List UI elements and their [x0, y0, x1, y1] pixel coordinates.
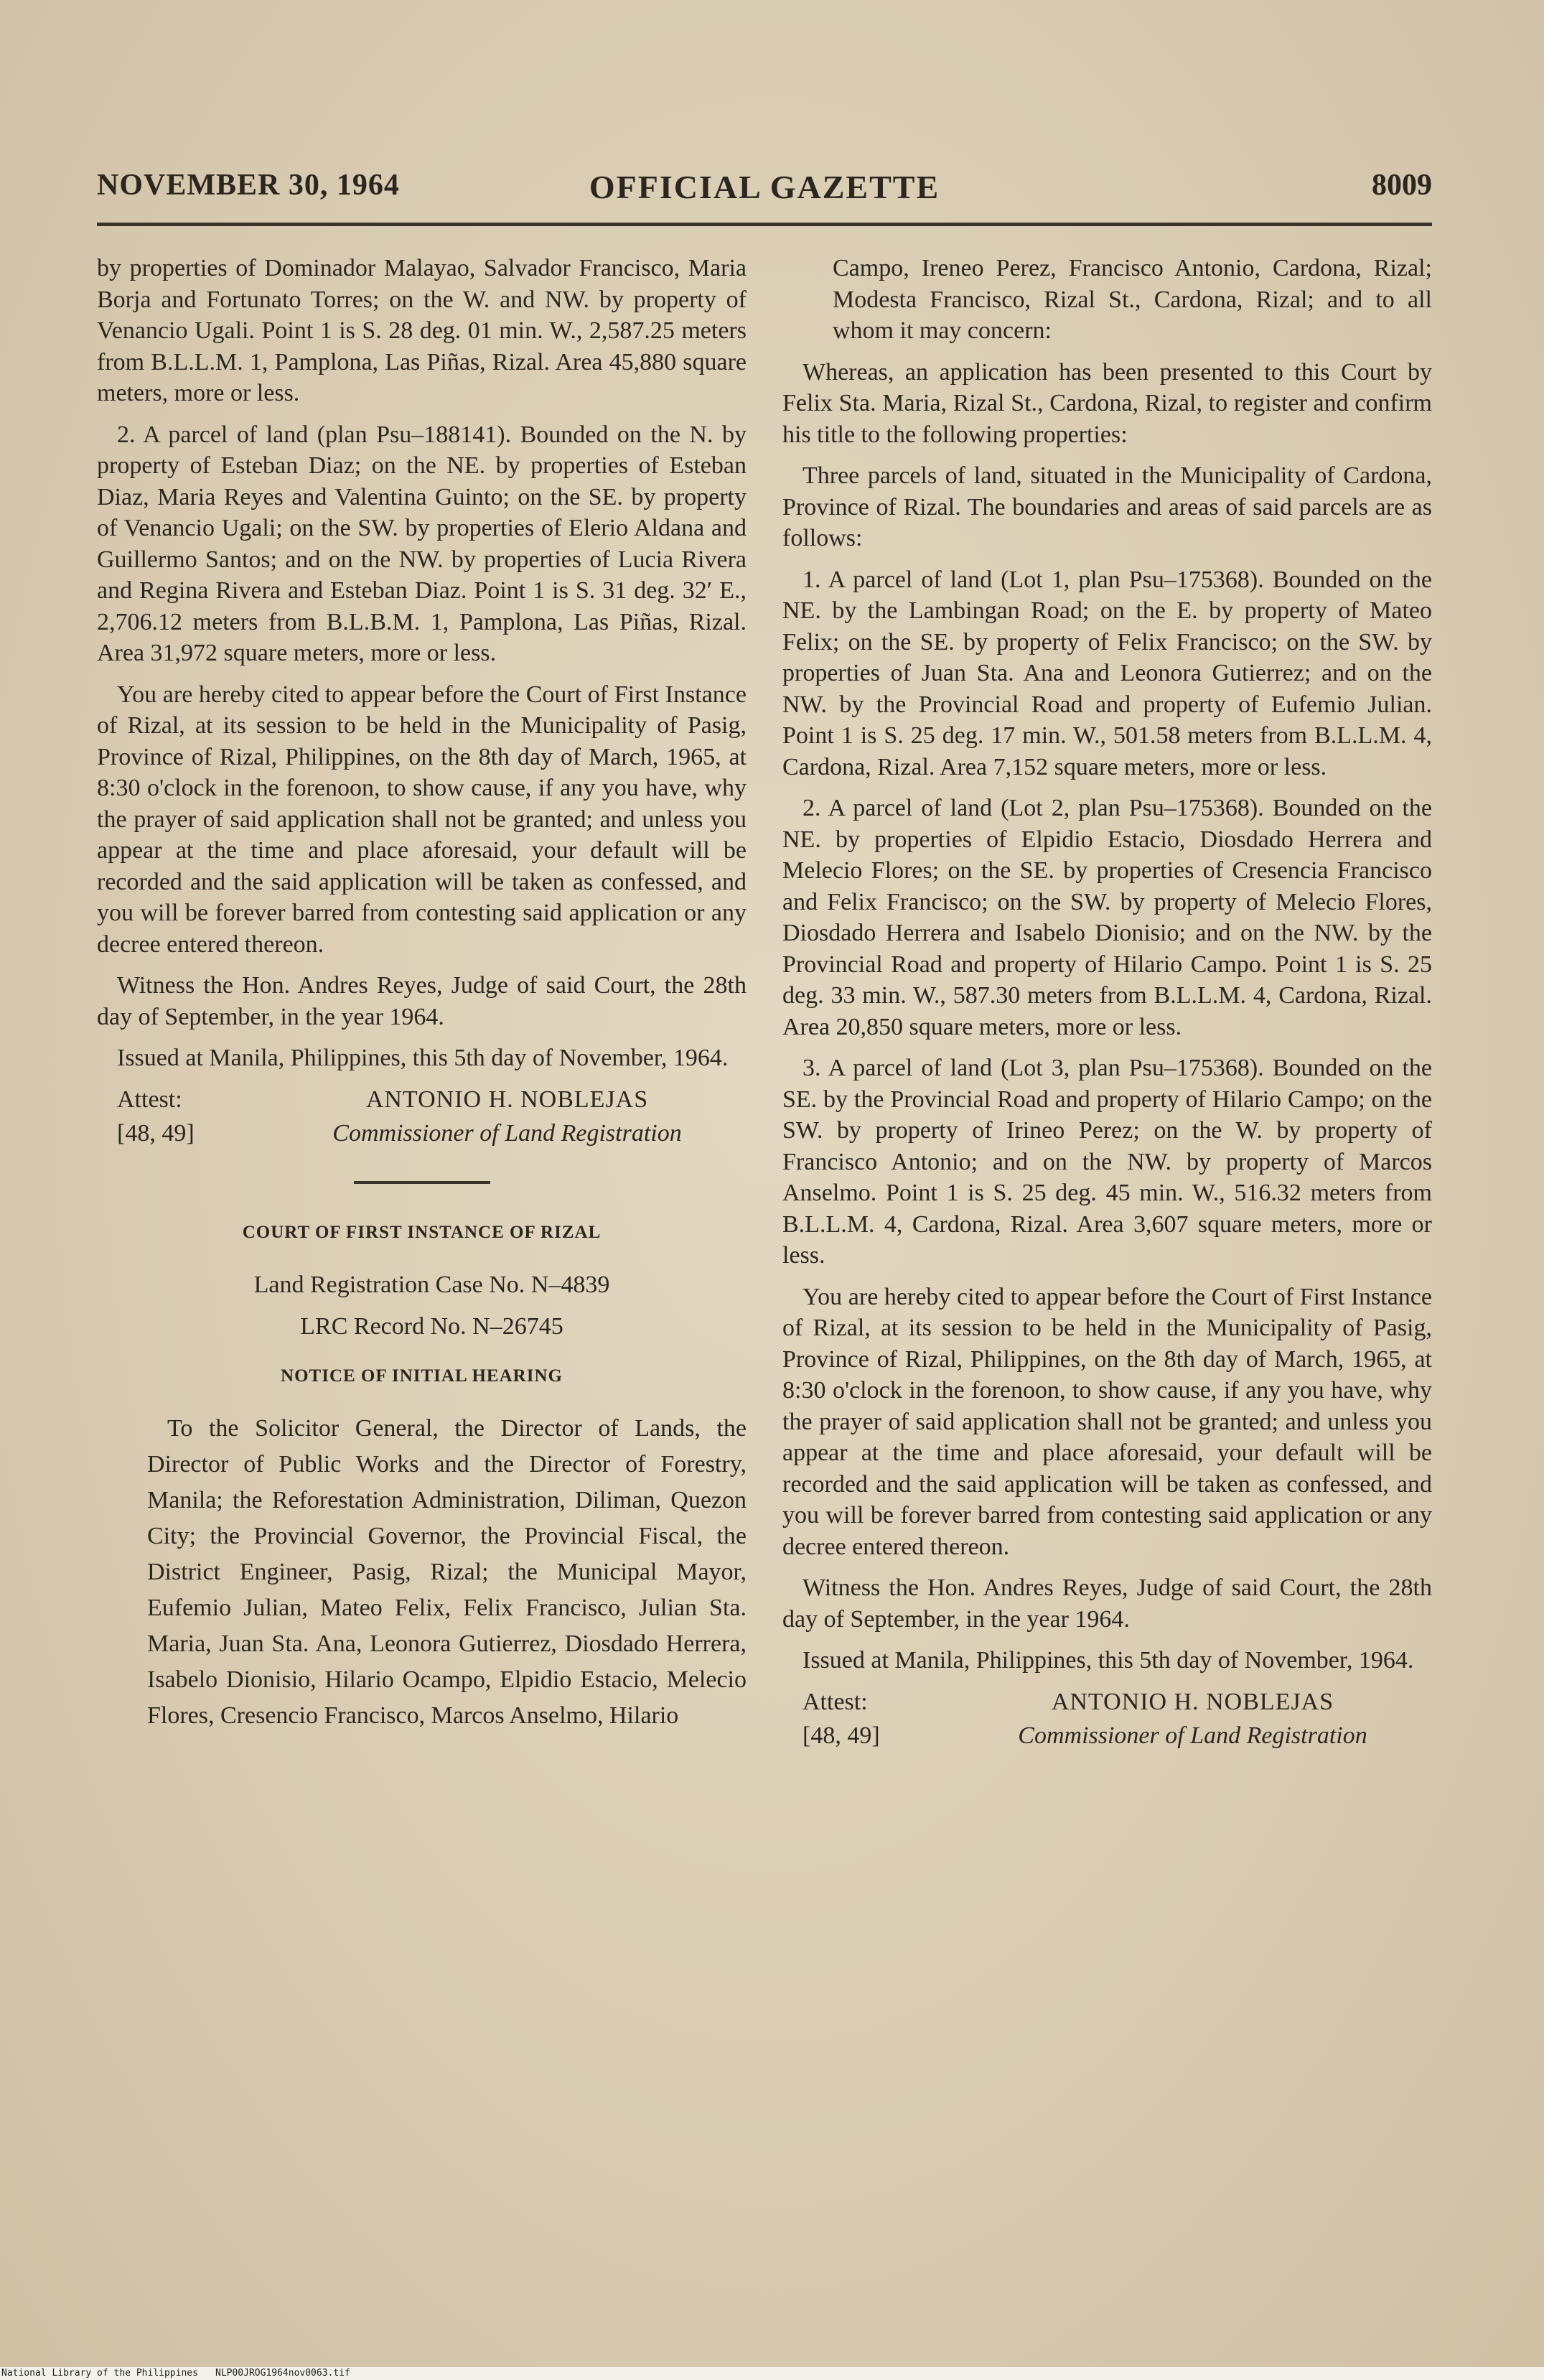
- paragraph: Issued at Manila, Philippines, this 5th day of November, 1964.: [803, 1647, 1414, 1674]
- attest-block-2: [97, 1118, 747, 1149]
- address-continuation: Campo, Ireneo Perez, Francisco Antonio, Cardona, Rizal; Modesta Francisco, Rizal St., Cardona, Rizal; and to all whom it may concern:: [833, 255, 1432, 344]
- attest-block: [782, 1686, 1432, 1718]
- paragraph: Issued at Manila, Philippines, this 5th day of November, 1964.: [117, 1045, 729, 1071]
- case-number: Land Registration Case No. N–4839: [253, 1271, 610, 1298]
- footer-library: National Library of the Philippines: [1, 2368, 198, 2379]
- header-title: OFFICIAL GAZETTE: [589, 169, 940, 205]
- paragraph: You are hereby cited to appear before the Court of First Instance of Rizal, at its session to be held in the Municipality of Pasig, Province of Rizal, Philippines, on the 8th day of March, 1965, at 8:30 o'clock in the forenoon, to show cause, if any you have, why the prayer of said application shall not be granted; and unless you appear at the time and place aforesaid, your default will be recorded and the said application will be taken as confessed, and you will be forever barred from contesting said application or any decree entered thereon.: [97, 681, 747, 958]
- notice-title: NOTICE OF INITIAL HEARING: [281, 1366, 563, 1386]
- attest-title: Commissioner of Land Registration: [332, 1120, 682, 1147]
- page-header: [97, 168, 1432, 211]
- right-column: [782, 253, 1432, 1752]
- footer-file: NLP00JROG1964nov0063.tif: [215, 2368, 350, 2379]
- page-number: 8009: [1372, 169, 1432, 202]
- attest-name: ANTONIO H. NOBLEJAS: [365, 1086, 649, 1113]
- paragraph: 2. A parcel of land (plan Psu–188141). Bounded on the N. by property of Esteban Diaz; on the NE. by properties of Esteban Diaz, Maria Reyes and Valentina Guinto; on the SE. by property of Venancio Ugali; on the SW. by properties of Elerio Aldana and Guillermo Santos; and on the NW. by properties of Lucia Rivera and Regina Rivera and Esteban Diaz. Point 1 is S. 31 deg. 32′ E., 2,706.12 meters from B.L.B.M. 1, Pamplona, Las Piñas, Rizal. Area 31,972 square meters, more or less.: [97, 421, 747, 666]
- lrc-record: LRC Record No. N–26745: [300, 1312, 563, 1340]
- attest-label: Attest:: [803, 1688, 868, 1715]
- attest-title: Commissioner of Land Registration: [1018, 1722, 1367, 1749]
- paragraph: You are hereby cited to appear before the Court of First Instance of Rizal, at its session to be held in the Municipality of Pasig, Province of Rizal, Philippines, on the 8th day of March, 1965, at 8:30 o'clock in the forenoon, to show cause, if any you have, why the prayer of said application shall not be granted; and unless you appear at the time and place aforesaid, your default will be recorded and the said application will be taken as confessed, and you will be forever barred from contesting said application or any decree entered thereon.: [782, 1283, 1432, 1560]
- left-column: [97, 253, 747, 1744]
- paragraph: 1. A parcel of land (Lot 1, plan Psu–175368). Bounded on the NE. by the Lambingan Road; on the E. by property of Mateo Felix; on the SE. by property of Felix Francisco; on the SW. by properties of Juan Sta. Ana and Leonora Gutierrez; and on the NW. by the Provincial Road and property of Eufemio Julian. Point 1 is S. 25 deg. 17 min. W., 501.58 meters from B.L.L.M. 4, Cardona, Rizal. Area 7,152 square meters, more or less.: [782, 566, 1432, 780]
- header-date: NOVEMBER 30, 1964: [97, 169, 400, 202]
- paragraph: Whereas, an application has been presented to this Court by Felix Sta. Maria, Rizal St., Cardona, Rizal, to register and confirm his title to the following properties:: [782, 358, 1432, 448]
- paragraph: Witness the Hon. Andres Reyes, Judge of said Court, the 28th day of September, in the year 1964.: [97, 972, 747, 1030]
- scan-footer: [0, 2367, 1544, 2380]
- court-title: COURT OF FIRST INSTANCE OF RIZAL: [242, 1222, 602, 1242]
- attest-block-2: [782, 1720, 1432, 1752]
- paragraph: 3. A parcel of land (Lot 3, plan Psu–175368). Bounded on the SE. by the Provincial Road and property of Hilario Campo; on the SW. by property of Irineo Perez; on the W. by property of Francisco Antonio; and on the NW. by property of Marcos Anselmo. Point 1 is S. 25 deg. 45 min. W., 516.32 meters from B.L.L.M. 4, Cardona, Rizal. Area 3,607 square meters, more or less.: [782, 1055, 1432, 1269]
- attest-label: Attest:: [117, 1086, 182, 1113]
- paragraph: Witness the Hon. Andres Reyes, Judge of said Court, the 28th day of September, in the year 1964.: [782, 1574, 1432, 1633]
- attest-block: [97, 1084, 747, 1116]
- paragraph: 2. A parcel of land (Lot 2, plan Psu–175368). Bounded on the NE. by properties of Elpidio Estacio, Diosdado Herrera and Melecio Flores; on the SE. by properties of Cresencia Francisco and Felix Francisco; on the SW. by property of Melecio Flores, Diosdado Herrera and Isabelo Dionisio; and on the NW. by the Provincial Road and property of Hilario Campo. Point 1 is S. 25 deg. 33 min. W., 587.30 meters from B.L.L.M. 4, Cardona, Rizal. Area 20,850 square meters, more or less.: [782, 795, 1432, 1040]
- attest-ref: [48, 49]: [117, 1120, 195, 1147]
- attest-ref: [48, 49]: [803, 1722, 880, 1749]
- attest-name: ANTONIO H. NOBLEJAS: [1051, 1688, 1334, 1715]
- section-divider: [354, 1181, 490, 1184]
- paragraph: by properties of Dominador Malayao, Salvador Francisco, Maria Borja and Fortunato Torres; on the W. and NW. by property of Venancio Ugali. Point 1 is S. 28 deg. 01 min. W., 2,587.25 meters from B.L.L.M. 1, Pamplona, Las Piñas, Rizal. Area 45,880 square meters, more or less.: [97, 255, 747, 406]
- header-rule: [97, 223, 1432, 226]
- paragraph: Three parcels of land, situated in the Municipality of Cardona, Province of Rizal. The boundaries and areas of said parcels are as follows:: [782, 462, 1432, 551]
- address-paragraph: To the Solicitor General, the Director of Lands, the Director of Public Works and the Director of Forestry, Manila; the Reforestation Administration, Diliman, Quezon City; the Provincial Governor, the Provincial Fiscal, the District Engineer, Pasig, Rizal; the Municipal Mayor, Eufemio Julian, Mateo Felix, Felix Francisco, Julian Sta. Maria, Juan Sta. Ana, Leonora Gutierrez, Diosdado Herrera, Isabelo Dionisio, Hilario Ocampo, Elpidio Estacio, Melecio Flores, Cresencio Francisco, Marcos Anselmo, Hilario: [147, 1414, 747, 1729]
